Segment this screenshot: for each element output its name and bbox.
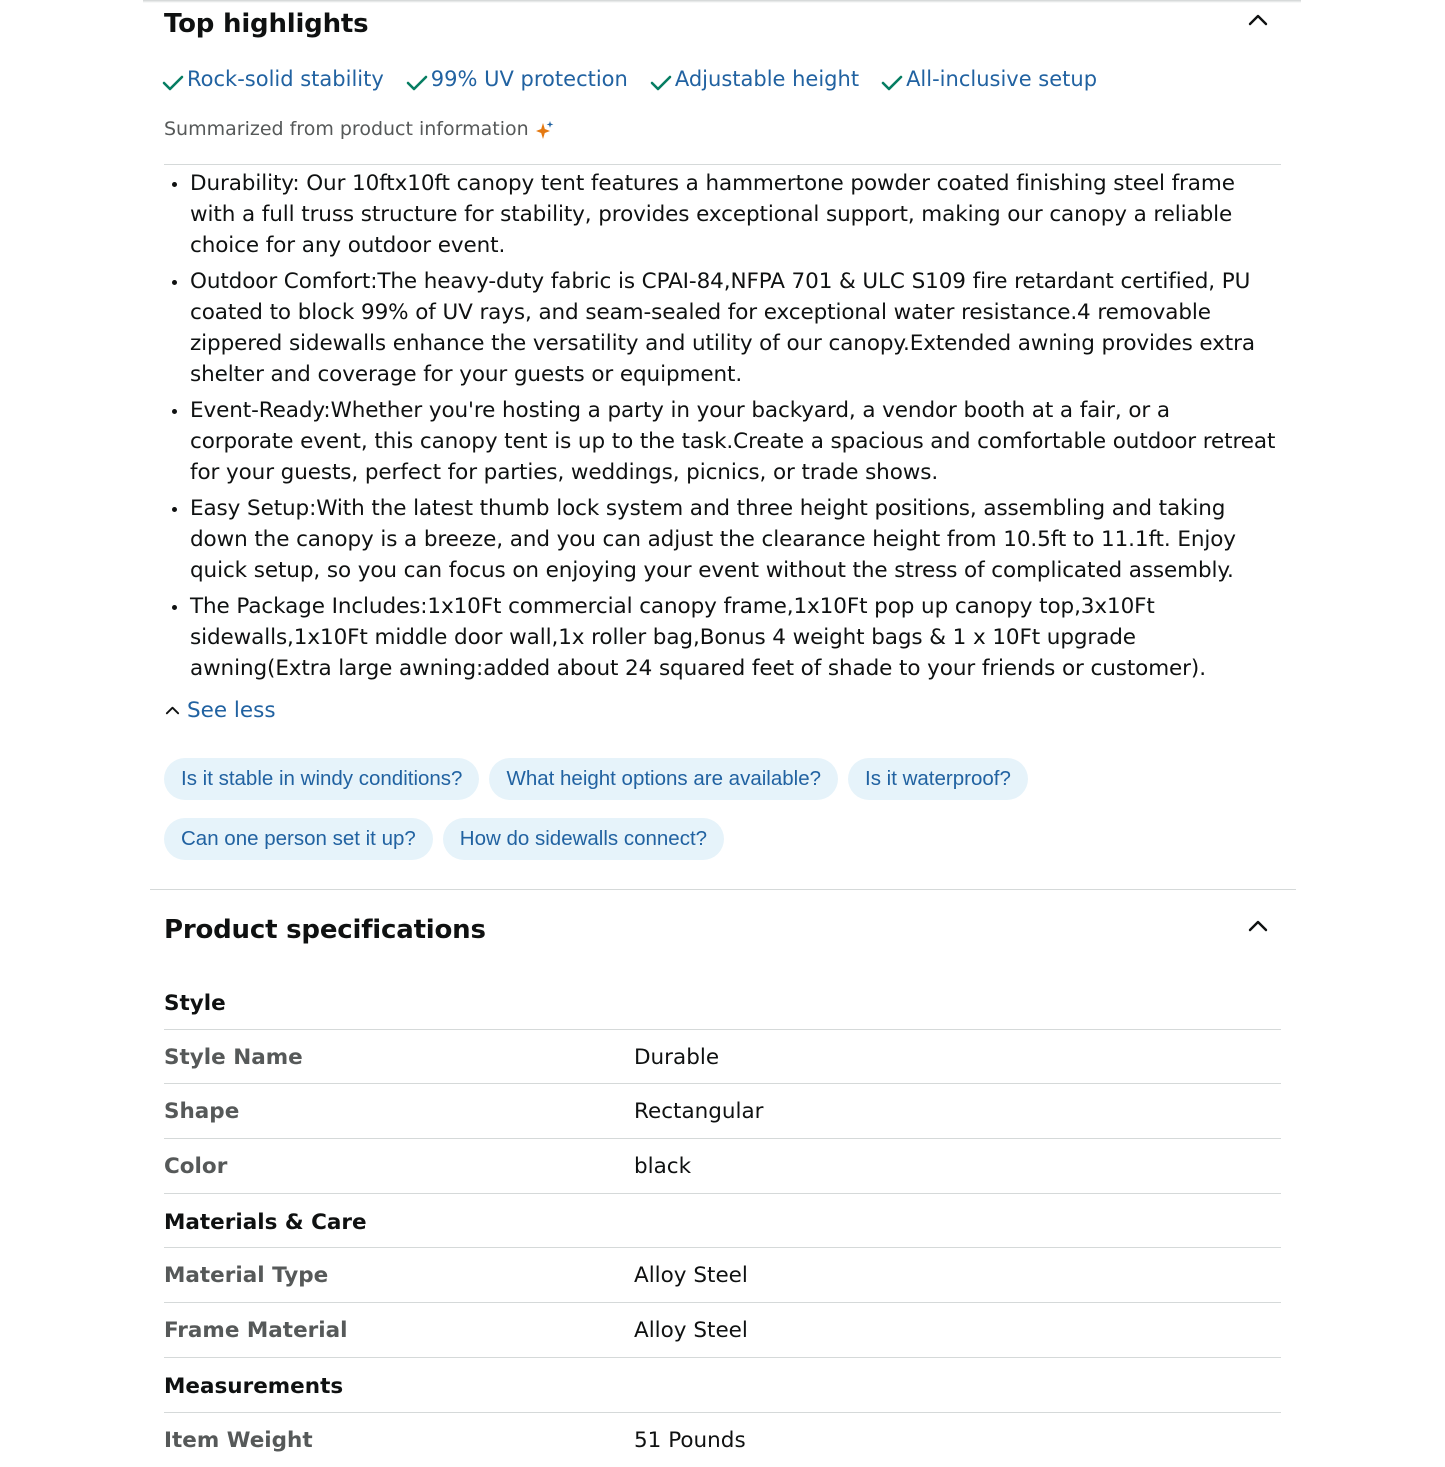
spec-value: Alloy Steel: [634, 1317, 748, 1343]
highlight-label: All-inclusive setup: [906, 67, 1098, 91]
spec-group-title: Measurements: [164, 1374, 344, 1399]
spec-row: [164, 1083, 1281, 1138]
spec-row: [164, 1029, 1281, 1084]
highlight-label: Adjustable height: [674, 67, 860, 91]
spec-value: Rectangular: [634, 1098, 764, 1124]
question-pill[interactable]: Can one person set it up?: [164, 818, 433, 860]
spec-group-title: Style: [164, 991, 226, 1016]
spec-key: Shape: [164, 1098, 240, 1124]
see-less-label: See less: [187, 698, 276, 723]
spec-key: Style Name: [164, 1044, 303, 1070]
feature-bullet: Event-Ready:Whether you're hosting a party in your backyard, a vendor booth at a fair, or a corporate event, this canopy tent is up to the task.Create a spacious and comfortable outdoor retreat for your guests, perfect for parties, weddings, picnics, or trade shows.: [164, 395, 1280, 488]
spec-value: Durable: [634, 1044, 720, 1070]
feature-bullet: Durability: Our 10ftx10ft canopy tent features a hammertone powder coated finishing steel frame with a full truss structure for stability, provides exceptional support, making our canopy a reliable choice for any outdoor event.: [164, 168, 1280, 261]
spec-row: [164, 1412, 1281, 1467]
highlight-label: Rock-solid stability: [187, 67, 384, 91]
spec-group-title: Materials & Care: [164, 1210, 367, 1235]
product-specifications-title: Product specifications: [164, 915, 486, 945]
spec-key: Frame Material: [164, 1317, 348, 1343]
highlight-label: 99% UV protection: [430, 67, 628, 91]
spec-row: [164, 1247, 1281, 1302]
question-pill[interactable]: Is it stable in windy conditions?: [164, 758, 479, 800]
spec-table: [164, 0, 1281, 1453]
spec-key: Material Type: [164, 1262, 329, 1288]
feature-bullet: Outdoor Comfort:The heavy-duty fabric is CPAI-84,NFPA 701 & ULC S109 fire retardant certified, PU coated to block 99% of UV rays, and seam-sealed for exceptional water resistance.4 removable zippered sidewalls enhance the versatility and utility of our canopy.Extended awning provides extra shelter and coverage for your guests or equipment.: [164, 266, 1280, 390]
spec-row: [164, 1138, 1281, 1194]
summary-note-text: Summarized from product information: [164, 118, 529, 140]
question-pill[interactable]: How do sidewalls connect?: [443, 818, 724, 860]
feature-bullet: The Package Includes:1x10Ft commercial canopy frame,1x10Ft pop up canopy top,3x10Ft sidewalls,1x10Ft middle door wall,1x roller bag,Bonus 4 weight bags & 1 x 10Ft upgrade awning(Extra large awning:added about 24 squared feet of shade to your friends or customer).: [164, 591, 1280, 684]
question-pill[interactable]: What height options are available?: [489, 758, 838, 800]
spec-row: [164, 1302, 1281, 1358]
spec-value: Alloy Steel: [634, 1262, 748, 1288]
question-pill[interactable]: Is it waterproof?: [848, 758, 1028, 800]
feature-bullet: Easy Setup:With the latest thumb lock system and three height positions, assembling and taking down the canopy is a breeze, and you can adjust the clearance height from 10.5ft to 11.1ft. Enjoy quick setup, so you can focus on enjoying your event without the stress of complicated assembly.: [164, 493, 1280, 586]
spec-key: Color: [164, 1153, 228, 1179]
spec-key: Item Weight: [164, 1427, 313, 1453]
spec-value: 51 Pounds: [634, 1427, 746, 1453]
spec-value: black: [634, 1153, 692, 1179]
top-highlights-title: Top highlights: [164, 9, 369, 39]
